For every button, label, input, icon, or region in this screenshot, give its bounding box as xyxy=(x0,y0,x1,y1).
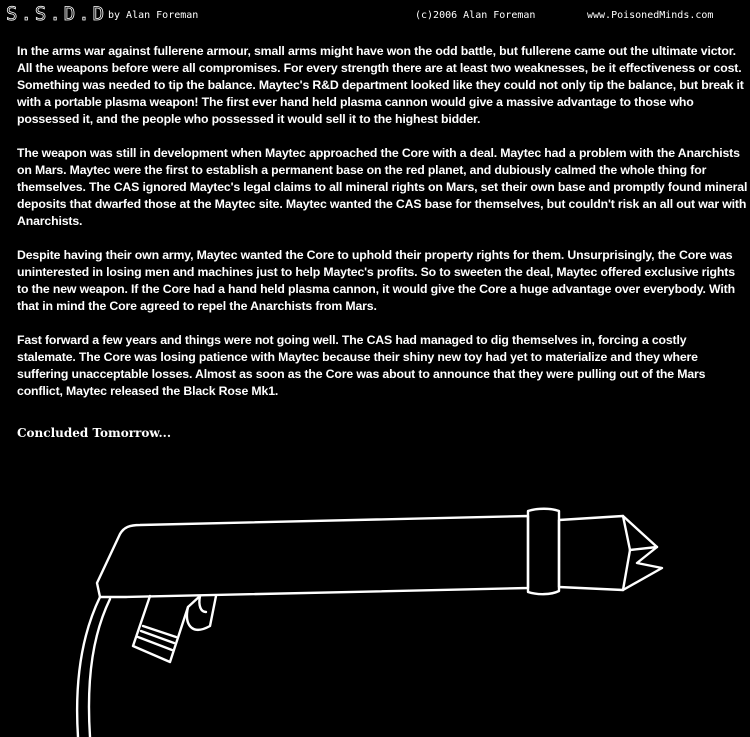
story-paragraph: Fast forward a few years and things were not going well. The CAS had managed to dig themselves in, forcing a costly stalemate. The Core was losing patience with Maytec because their shiny new toy had yet to materialize and they where suffering unacceptable losses. Almost as soon as the Core was about to announce that they were pulling out of the Mars conflict, Maytec released the Black Rose Mk1. xyxy=(17,333,706,398)
story-text xyxy=(17,43,748,417)
grip-serration xyxy=(138,637,172,650)
grip-serration xyxy=(143,626,176,637)
site-url: www.PoisonedMinds.com xyxy=(587,10,714,21)
trigger-guard xyxy=(187,596,216,630)
story-paragraph: In the arms war against fullerene armour, small arms might have won the odd battle, but fullerene came out the ultimate victor. All the weapons before were all compromises. For every strength there are at least two weaknesses, be it effectiveness or cost. Something was needed to tip the balance. Maytec's R&D department looked like they could not only tip the balance, but break it with a portable plasma weapon! The first ever hand held plasma cannon would give a massive advantage to those who possessed it, and the people who possessed it would sell it to the highest bidder. xyxy=(17,44,744,126)
comic-header xyxy=(0,0,750,30)
pistol-grip xyxy=(133,596,200,662)
barrel-collar xyxy=(528,509,559,594)
hose-cable-inner xyxy=(89,599,110,737)
muzzle-cone xyxy=(559,516,662,590)
muzzle-edge-mid xyxy=(623,550,630,590)
comic-logo: S.S.D.D xyxy=(6,3,108,25)
concluded-tomorrow-note: Concluded Tomorrow... xyxy=(17,426,172,440)
plasma-cannon-illustration xyxy=(0,480,750,737)
byline: by Alan Foreman xyxy=(108,10,199,21)
story-paragraph: Despite having their own army, Maytec wanted the Core to uphold their property rights for them. Unsurprisingly, the Core was uninterested in losing men and machines just to help Maytec's profits. So to sweeten the deal, Maytec offered exclusive rights to the new weapon. If the Core had a hand held plasma cannon, it would give the Core a huge advantage over everybody. With that in mind the Core agreed to repel the Anarchists from Mars. xyxy=(17,248,735,313)
barrel xyxy=(97,516,528,597)
copyright-notice: (c)2006 Alan Foreman xyxy=(415,10,536,21)
story-paragraph: The weapon was still in development when Maytec approached the Core with a deal. Maytec had a problem with the Anarchists on Mars. Maytec were the first to establish a permanent base on the red planet, and dubiously calmed the whole thing for themselves. The CAS ignored Maytec's legal claims to all mineral rights on Mars, set their own base and promptly found mineral deposits that dwarfed those at the Maytec site. Maytec wanted the CAS base for themselves, but couldn't risk an all out war with Anarchists. xyxy=(17,146,748,228)
trigger xyxy=(199,596,206,612)
